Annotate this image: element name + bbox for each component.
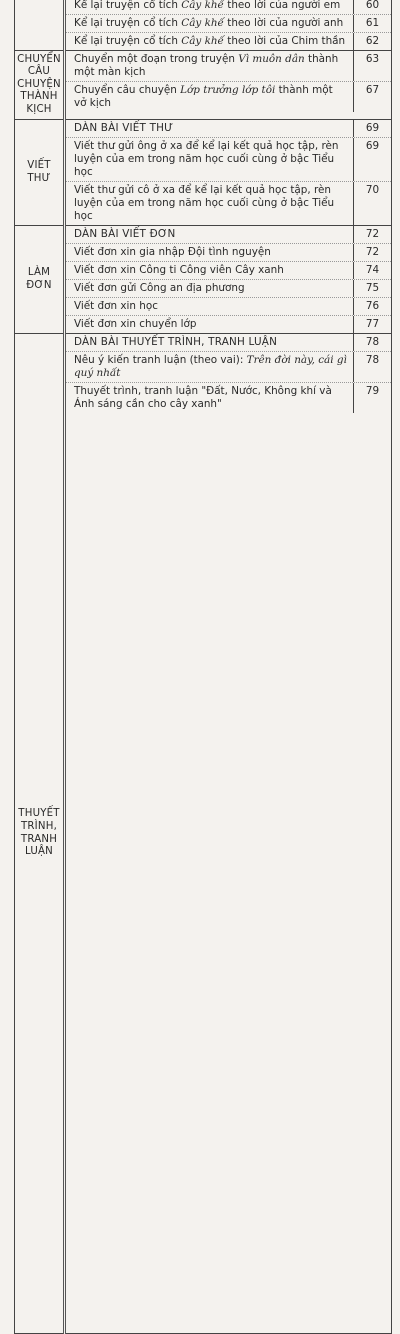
toc-section — [15, 51, 392, 120]
toc-entry[interactable] — [66, 0, 391, 14]
entry-title-text: thành một màn kịch — [74, 53, 339, 78]
toc-subheading[interactable] — [66, 226, 391, 243]
page-number: 63 — [365, 53, 380, 65]
page-number: 78 — [365, 354, 380, 366]
toc-entry[interactable] — [66, 14, 391, 32]
toc-entry[interactable] — [66, 315, 391, 333]
entry-title-text: DÀN BÀI THUYẾT TRÌNH, TRANH LUẬN — [74, 336, 278, 348]
entry-title — [66, 334, 354, 351]
entry-title — [66, 383, 354, 413]
toc-section — [15, 226, 392, 334]
entry-title — [66, 226, 354, 243]
page-number: 69 — [365, 140, 380, 152]
entry-title — [66, 298, 354, 315]
entry-title — [66, 33, 354, 50]
entry-title — [66, 51, 354, 81]
toc-body — [15, 0, 392, 1334]
entry-title-italic: Lớp trưởng lớp tôi — [180, 84, 276, 96]
toc-entry[interactable] — [66, 297, 391, 315]
entry-title-italic: Vì muôn dân — [238, 53, 305, 65]
entry-title-text: Kể lại truyện cổ tích — [74, 35, 182, 47]
page-number: 69 — [365, 122, 380, 134]
entry-title — [66, 15, 354, 32]
entry-title-italic: Cây khế — [181, 35, 224, 47]
page-number: 67 — [365, 84, 380, 96]
entry-title-text: Kể lại truyện cổ tích — [74, 0, 182, 11]
entry-title-text: Viết đơn xin học — [74, 300, 158, 312]
toc-entry[interactable] — [66, 51, 391, 81]
entry-title — [66, 182, 354, 225]
page-number: 75 — [365, 282, 380, 294]
entry-title — [66, 244, 354, 261]
entry-title — [66, 120, 354, 137]
page-number: 72 — [365, 228, 380, 240]
section-entries — [65, 334, 392, 1334]
entry-title-text: theo lời của người em — [223, 0, 341, 11]
section-entries — [65, 51, 392, 120]
entry-title-text: Kể lại truyện cổ tích — [74, 17, 182, 29]
page-number: 76 — [365, 300, 380, 312]
page-number: 70 — [365, 184, 380, 196]
entry-title — [66, 138, 354, 181]
toc-entry[interactable] — [66, 81, 391, 112]
entry-title — [66, 0, 354, 14]
page-number: 60 — [365, 0, 380, 11]
entry-title-text: Viết đơn xin chuyển lớp — [74, 318, 197, 330]
entry-title-text: Nêu ý kiến tranh luận (theo vai): — [74, 354, 247, 366]
section-entries — [65, 0, 392, 51]
entry-title — [66, 262, 354, 279]
page-number: 78 — [365, 336, 380, 348]
entry-title-text: Viết đơn xin gia nhập Đội tình nguyện — [74, 246, 271, 258]
entry-title-italic: Cây khế — [181, 0, 224, 11]
section-title: CHUYỂN CÂU CHUYỆN THÀNH KỊCH — [15, 51, 65, 120]
toc-entry[interactable] — [66, 261, 391, 279]
entry-title-text: Viết đơn xin Công ti Công viên Cây xanh — [74, 264, 284, 276]
entry-title-text: thành một vở kịch — [74, 84, 333, 109]
page-number: 79 — [365, 385, 380, 397]
section-entries — [65, 226, 392, 334]
entry-title-text: Chuyển một đoạn trong truyện — [74, 53, 239, 65]
toc-subheading[interactable] — [66, 334, 391, 351]
entry-title — [66, 352, 354, 382]
toc-section — [15, 120, 392, 226]
entry-title-text: theo lời của người anh — [223, 17, 344, 29]
section-title: VIẾT THƯ — [15, 120, 65, 226]
entry-title — [66, 82, 354, 112]
entry-title — [66, 316, 354, 333]
toc-section — [15, 334, 392, 1334]
page-number: 74 — [365, 264, 380, 276]
entry-title — [66, 280, 354, 297]
toc-entry[interactable] — [66, 32, 391, 50]
toc-entry[interactable] — [66, 351, 391, 382]
section-title: THUYẾT TRÌNH, TRANH LUẬN — [15, 334, 65, 1334]
entry-title-italic: Cây khế — [181, 17, 224, 29]
entry-title-text: Viết thư gửi cô ở xa để kể lại kết quả học tập, rèn luyện của em trong năm học cuối cùng ở bậc Tiểu học — [74, 184, 335, 222]
section-entries — [65, 120, 392, 226]
toc-entry[interactable] — [66, 279, 391, 297]
entry-title-text: Viết đơn gửi Công an địa phương — [74, 282, 245, 294]
page-number: 61 — [365, 17, 380, 29]
toc-entry[interactable] — [66, 382, 391, 413]
toc-entry[interactable] — [66, 243, 391, 261]
entry-title-text: DÀN BÀI VIẾT ĐƠN — [74, 228, 176, 240]
entry-title-italic: Trên đời này, cái gì quý nhất — [74, 354, 347, 379]
entry-title-text: DÀN BÀI VIẾT THƯ — [74, 122, 174, 134]
page-number: 62 — [365, 35, 380, 47]
entry-title-text: theo lời của Chim thần — [223, 35, 346, 47]
toc-entry[interactable] — [66, 137, 391, 181]
section-title: LÀM ĐƠN — [15, 226, 65, 334]
page-number: 72 — [365, 246, 380, 258]
toc-subheading[interactable] — [66, 120, 391, 137]
entry-title-text: Viết thư gửi ông ở xa để kể lại kết quả học tập, rèn luyện của em trong năm học cuối cùng ở bậc Tiểu học — [74, 140, 339, 178]
entry-title-text: Thuyết trình, tranh luận "Đất, Nước, Không khí và Ánh sáng cần cho cây xanh" — [74, 385, 332, 410]
section-title — [15, 0, 65, 51]
table-of-contents — [14, 0, 392, 1334]
toc-section — [15, 0, 392, 51]
page-number: 77 — [365, 318, 380, 330]
entry-title-text: Chuyển câu chuyện — [74, 84, 181, 96]
toc-entry[interactable] — [66, 181, 391, 225]
